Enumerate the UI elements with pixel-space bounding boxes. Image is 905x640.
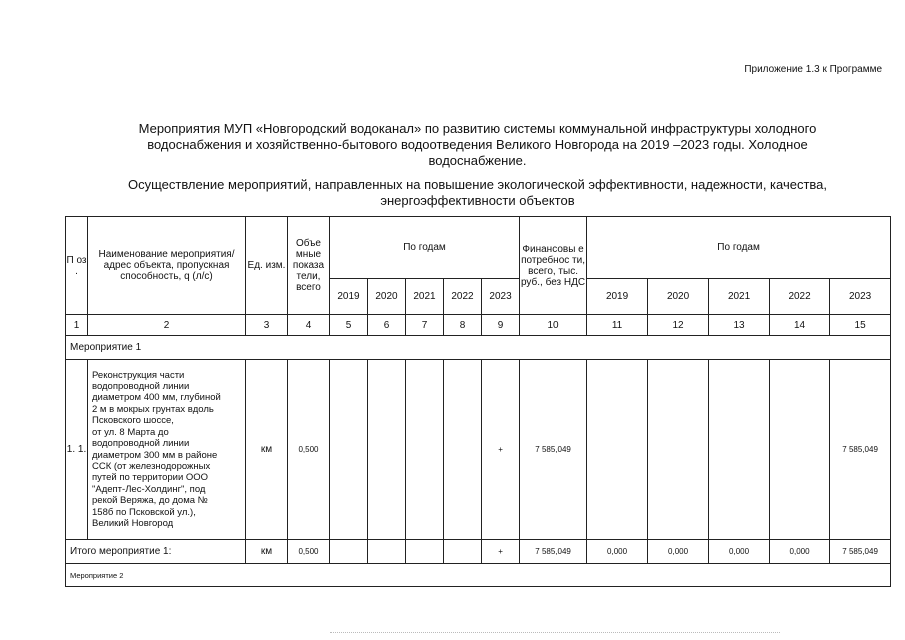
row-finance-2019 <box>587 360 648 540</box>
row-finance-2022 <box>770 360 830 540</box>
header-year-finance: 2019 <box>587 279 648 315</box>
row-pos: 1. 1. <box>66 360 88 540</box>
row-volume: 0,500 <box>288 360 330 540</box>
section-1-label: Мероприятие 1 <box>66 336 891 360</box>
header-year: 2019 <box>330 279 368 315</box>
total-year-2022 <box>444 540 482 564</box>
description-line: 158б по Псковской ул.), <box>92 506 196 518</box>
title-line: Мероприятия МУП «Новгородский водоканал» по развитию системы коммунальной инфраструктуры холодного <box>138 121 817 136</box>
measures-table <box>65 216 891 587</box>
header-finance: Финансовы е потребнос ти, всего, тыс. руб., без НДС <box>520 217 587 315</box>
header-year: 2020 <box>368 279 406 315</box>
title-line: водоснабжения и хозяйственно-бытового водоотведения Великого Новгорода на 2019 –2023 годы. Холодное <box>147 137 808 152</box>
description-line: диаметром 400 мм, глубиной <box>92 392 221 404</box>
header-year-finance: 2020 <box>648 279 709 315</box>
header-unit: Ед. изм. <box>246 217 288 315</box>
row-finance: 7 585,049 <box>520 360 587 540</box>
column-number: 4 <box>288 315 330 336</box>
total-finance-2019: 0,000 <box>587 540 648 564</box>
column-number: 1 <box>66 315 88 336</box>
description-line: "Адепт-Лес-Холдинг", под <box>92 483 206 495</box>
description-line: Реконструкция части <box>92 369 185 381</box>
row-finance-2023: 7 585,049 <box>830 360 891 540</box>
total-finance-2022: 0,000 <box>770 540 830 564</box>
total-finance: 7 585,049 <box>520 540 587 564</box>
table-row <box>66 360 891 540</box>
total-label: Итого мероприятие 1: <box>66 540 246 564</box>
column-number: 12 <box>648 315 709 336</box>
total-volume: 0,500 <box>288 540 330 564</box>
description-line: водопроводной линии <box>92 381 190 393</box>
subtitle-line: энергоэффективности объектов <box>380 193 575 208</box>
header-by-years-finance: По годам <box>587 217 891 279</box>
total-unit: км <box>246 540 288 564</box>
description-line: Псковского шоссе, <box>92 415 174 427</box>
row-year-2021 <box>406 360 444 540</box>
title-line: водоснабжение. <box>428 153 527 168</box>
row-finance-2021 <box>709 360 770 540</box>
scan-artifact <box>330 632 780 634</box>
description-line: водопроводной линии <box>92 438 190 450</box>
header-year-finance: 2021 <box>709 279 770 315</box>
description-line: диаметром 300 мм в районе <box>92 449 218 461</box>
header-year-finance: 2022 <box>770 279 830 315</box>
description-line: рекой Веряжа, до дома № <box>92 495 208 507</box>
description-line: ССК (от железнодорожных <box>92 460 211 472</box>
subtitle-line: Осуществление мероприятий, направленных на повышение экологической эффективности, надежности, качества, <box>127 177 828 192</box>
header-year: 2021 <box>406 279 444 315</box>
column-number: 15 <box>830 315 891 336</box>
column-number: 7 <box>406 315 444 336</box>
row-unit: км <box>246 360 288 540</box>
column-number: 8 <box>444 315 482 336</box>
column-number-row <box>66 315 891 336</box>
total-finance-2020: 0,000 <box>648 540 709 564</box>
row-year-2023: + <box>482 360 520 540</box>
total-finance-2021: 0,000 <box>709 540 770 564</box>
total-year-2021 <box>406 540 444 564</box>
column-number: 13 <box>709 315 770 336</box>
total-year-2020 <box>368 540 406 564</box>
description-line: путей по территории ООО <box>92 472 209 484</box>
header-pos: П оз . <box>66 217 88 315</box>
column-number: 10 <box>520 315 587 336</box>
description-line: от ул. 8 Марта до <box>92 426 169 438</box>
description-line: 2 м в мокрых грунтах вдоль <box>92 403 214 415</box>
row-year-2022 <box>444 360 482 540</box>
header-by-years: По годам <box>330 217 520 279</box>
column-number: 3 <box>246 315 288 336</box>
row-description <box>88 360 246 540</box>
header-year: 2022 <box>444 279 482 315</box>
header-year-finance: 2023 <box>830 279 891 315</box>
section-2-label: Мероприятие 2 <box>66 564 891 587</box>
row-finance-2020 <box>648 360 709 540</box>
total-row <box>66 540 891 564</box>
appendix-label: Приложение 1.3 к Программе <box>744 64 882 75</box>
row-year-2019 <box>330 360 368 540</box>
column-number: 6 <box>368 315 406 336</box>
column-number: 11 <box>587 315 648 336</box>
row-year-2020 <box>368 360 406 540</box>
total-year-2019 <box>330 540 368 564</box>
column-number: 9 <box>482 315 520 336</box>
header-year: 2023 <box>482 279 520 315</box>
header-volume: Объе мные показа тели, всего <box>288 217 330 315</box>
total-year-2023: + <box>482 540 520 564</box>
description-line: Великий Новгород <box>92 517 174 529</box>
total-finance-2023: 7 585,049 <box>830 540 891 564</box>
header-name: Наименование мероприятия/адрес объекта, пропускная способность, q (л/с) <box>88 217 246 315</box>
document-title <box>95 121 860 169</box>
document-subtitle <box>95 177 860 209</box>
column-number: 2 <box>88 315 246 336</box>
column-number: 5 <box>330 315 368 336</box>
column-number: 14 <box>770 315 830 336</box>
